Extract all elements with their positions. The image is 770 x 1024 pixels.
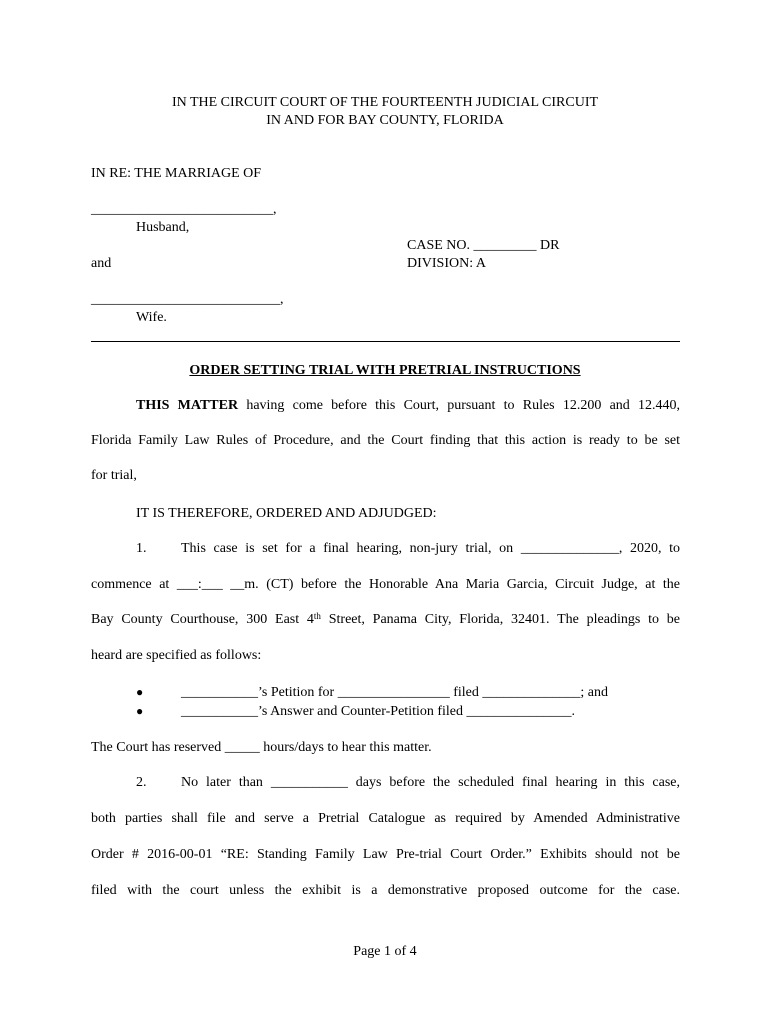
paragraph-2-line-3: Order # 2016-00-01 “RE: Standing Family Law Pre-trial Court Order.” Exhibits should not be bbox=[91, 847, 680, 862]
wife-label: Wife. bbox=[136, 310, 167, 325]
paragraph-1-line-3 bbox=[91, 611, 680, 628]
intro-rest: having come before this Court, pursuant to Rules 12.200 and 12.440, bbox=[238, 398, 680, 413]
court-name-line2: IN AND FOR BAY COUNTY, FLORIDA bbox=[266, 113, 504, 128]
reserved-time: The Court has reserved _____ hours/days to hear this matter. bbox=[91, 740, 432, 755]
husband-name-blank: __________________________, bbox=[91, 202, 277, 217]
paragraph-2-number: 2. bbox=[136, 775, 147, 790]
paragraph-1-line-2: commence at ___:___ __m. (CT) before the Honorable Ana Maria Garcia, Circuit Judge, at the bbox=[91, 577, 680, 592]
paragraph-1-line-3b: Street, Panama City, Florida, 32401. The pleadings to be bbox=[320, 612, 680, 627]
ordinal-suffix: th bbox=[313, 611, 321, 621]
case-number: CASE NO. _________ DR bbox=[407, 238, 560, 253]
bullet-icon: ● bbox=[136, 704, 144, 718]
paragraph-2-line-1: No later than ___________ days before the scheduled final hearing in this case, bbox=[181, 775, 680, 790]
page-number: Page 1 of 4 bbox=[353, 944, 417, 959]
bullet-icon: ● bbox=[136, 685, 144, 699]
intro-line-2: Florida Family Law Rules of Procedure, and the Court finding that this action is ready to be set bbox=[91, 433, 680, 448]
paragraph-1-line-1: This case is set for a final hearing, non-jury trial, on ______________, 2020, to bbox=[181, 541, 680, 556]
paragraph-2-line-2: both parties shall file and serve a Pretrial Catalogue as required by Amended Administrative bbox=[91, 811, 680, 826]
paragraph-1-number: 1. bbox=[136, 541, 147, 556]
in-re-heading: IN RE: THE MARRIAGE OF bbox=[91, 166, 262, 181]
paragraph-1-line-3a: Bay County Courthouse, 300 East 4 bbox=[91, 612, 314, 627]
intro-bold-lead: THIS MATTER bbox=[136, 398, 239, 413]
and-connector: and bbox=[91, 256, 112, 271]
paragraph-1-line-4: heard are specified as follows: bbox=[91, 648, 262, 663]
caption-divider bbox=[91, 341, 680, 342]
intro-line-1 bbox=[136, 397, 680, 414]
husband-label: Husband, bbox=[136, 220, 190, 235]
list-item: ___________’s Answer and Counter-Petition filed _______________. bbox=[181, 704, 576, 719]
court-name-line1: IN THE CIRCUIT COURT OF THE FOURTEENTH JUDICIAL CIRCUIT bbox=[171, 95, 599, 110]
order-title: ORDER SETTING TRIAL WITH PRETRIAL INSTRUCTIONS bbox=[189, 363, 581, 378]
intro-line-3: for trial, bbox=[91, 468, 137, 483]
list-item: ___________’s Petition for ________________ filed ______________; and bbox=[181, 685, 608, 700]
ordered-adjudged: IT IS THEREFORE, ORDERED AND ADJUDGED: bbox=[136, 506, 437, 521]
wife-name-blank: ___________________________, bbox=[91, 292, 284, 307]
paragraph-2-line-4: filed with the court unless the exhibit is a demonstrative proposed outcome for the case. bbox=[91, 883, 680, 898]
division: DIVISION: A bbox=[407, 256, 486, 271]
